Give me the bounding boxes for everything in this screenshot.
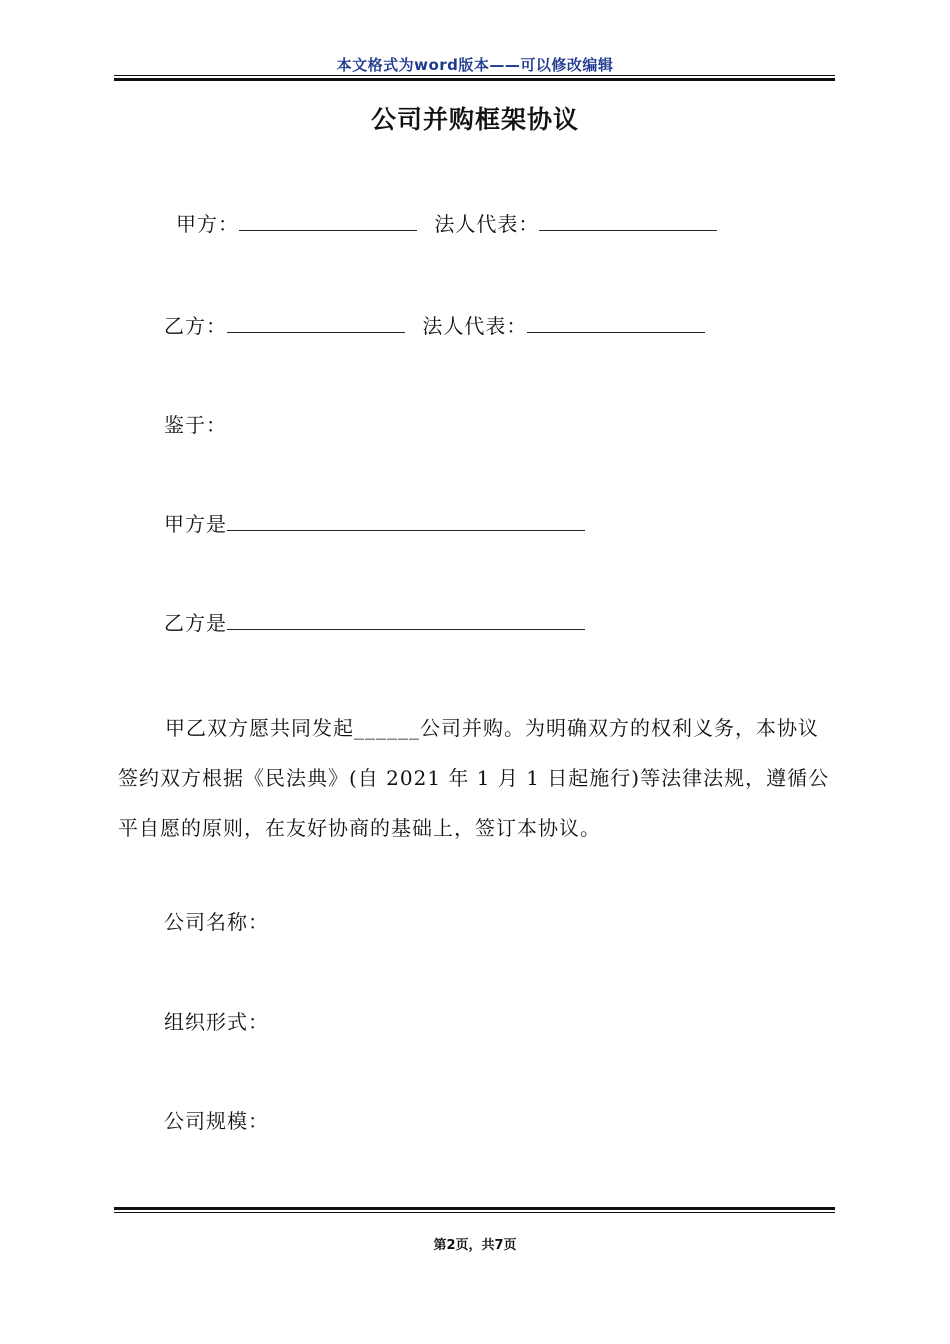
intro-blank: ______: [354, 716, 420, 740]
party-a-is-label: 甲方是: [164, 512, 227, 536]
whereas-label: 鉴于：: [164, 413, 227, 437]
party-b-is-line: [164, 607, 585, 636]
page-number: 第2页，共7页: [433, 1238, 517, 1253]
header-rule-thin: [114, 75, 835, 76]
party-b-line: [164, 310, 705, 339]
party-a-blank: [239, 210, 417, 231]
party-b-rep-blank: [527, 312, 705, 333]
header-rule-thick: [114, 78, 835, 81]
org-form-label: 组织形式：: [164, 1010, 269, 1034]
party-a-rep-blank: [539, 210, 717, 231]
party-b-label: 乙方：: [164, 314, 227, 338]
party-a-is-blank: [227, 510, 585, 531]
party-b-is-label: 乙方是: [164, 611, 227, 635]
party-b-blank: [227, 312, 405, 333]
header-notice: 本文格式为word版本——可以修改编辑: [336, 56, 614, 74]
intro-paragraph: [118, 703, 834, 853]
party-a-line: [176, 208, 717, 237]
party-b-rep-label: 法人代表：: [422, 314, 528, 338]
document-title: 公司并购框架协议: [370, 105, 579, 134]
party-a-rep-label: 法人代表：: [434, 212, 540, 236]
intro-part2: 公司并购。为明确双方的权利义务，本协议签约双方根据《民法典》(自 2021 年 1 月 1 日起施行)等法律法规，遵循公平自愿的原则，在友好协商的基础上，签订本协议。: [118, 716, 830, 840]
party-a-label: 甲方：: [176, 212, 239, 236]
footer-rule-thin: [114, 1212, 835, 1213]
party-a-is-line: [164, 508, 585, 537]
company-scale-label: 公司规模：: [164, 1109, 269, 1133]
party-b-is-blank: [227, 609, 585, 630]
company-name-label: 公司名称：: [164, 910, 269, 934]
intro-part1: 甲乙双方愿共同发起: [165, 716, 354, 740]
footer-rule-thick: [114, 1207, 835, 1210]
